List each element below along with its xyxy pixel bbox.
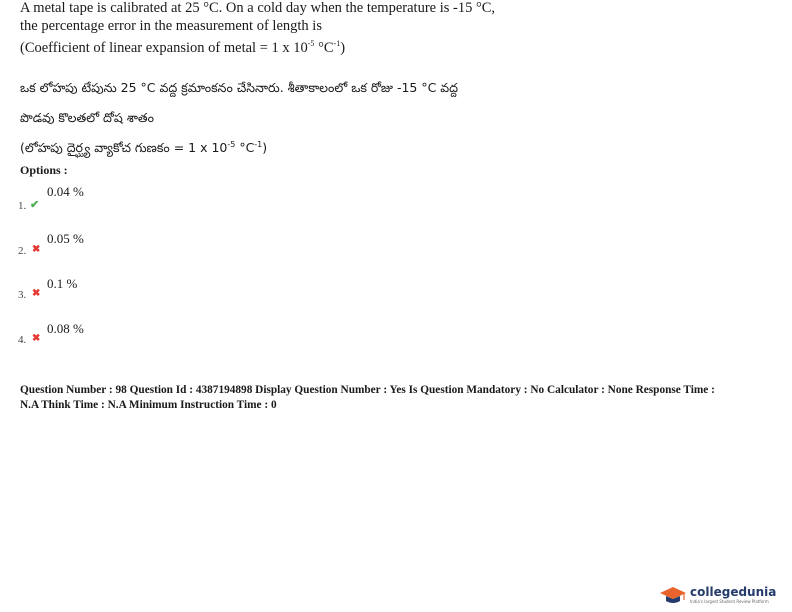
option-text: 0.04 % <box>47 184 84 199</box>
wrong-cross-icon: ✖ <box>32 244 41 255</box>
correct-check-icon: ✔ <box>30 199 40 211</box>
logo-tagline: India's largest Student Review Platform <box>690 599 769 604</box>
options-label: Options : <box>20 163 68 177</box>
question-telugu-line-1: ఒక లోహపు టేపును 25 °C వద్ద క్రమాంకనం చేసినారు. శీతాకాలంలో ఒక రోజు -15 °C వద్ద <box>20 80 459 95</box>
option-number: 2. <box>18 245 27 257</box>
option-text: 0.05 % <box>47 231 84 246</box>
wrong-cross-icon: ✖ <box>32 288 41 299</box>
question-telugu-line-3: (లోహపు దైర్ఘ్య వ్యాకోచ గుణకం = 1 x $10^{-5}$ $^\circ C^{-1}$) <box>20 139 268 155</box>
option-text: 0.1 % <box>47 276 78 291</box>
logo-name: collegedunia <box>690 585 777 599</box>
option-text: 0.08 % <box>47 321 84 336</box>
question-line-2: the percentage error in the measurement of length is <box>20 18 322 34</box>
option-number: 3. <box>18 289 27 301</box>
question-telugu-line-2: పొడవు కొలతలో దోష శాతం <box>20 110 154 125</box>
question-line-1: A metal tape is calibrated at 25 °C. On a cold day when the temperature is -15 °C, <box>20 0 496 16</box>
wrong-cross-icon: ✖ <box>32 333 41 344</box>
question-line-3: (Coefficient of linear expansion of metal = 1 x $10^{-5}$ $^\circ C^{-1}$) <box>20 39 346 56</box>
question-meta-line-2: N.A Think Time : N.A Minimum Instruction Time : 0 <box>20 399 277 411</box>
option-number: 1. <box>18 200 27 212</box>
question-meta-line-1: Question Number : 98 Question Id : 4387194898 Display Question Number : Yes Is Question Mandatory : No Calculator : None Response Time : <box>20 384 715 396</box>
graduation-cap-icon <box>658 584 688 606</box>
option-number: 4. <box>18 334 27 346</box>
